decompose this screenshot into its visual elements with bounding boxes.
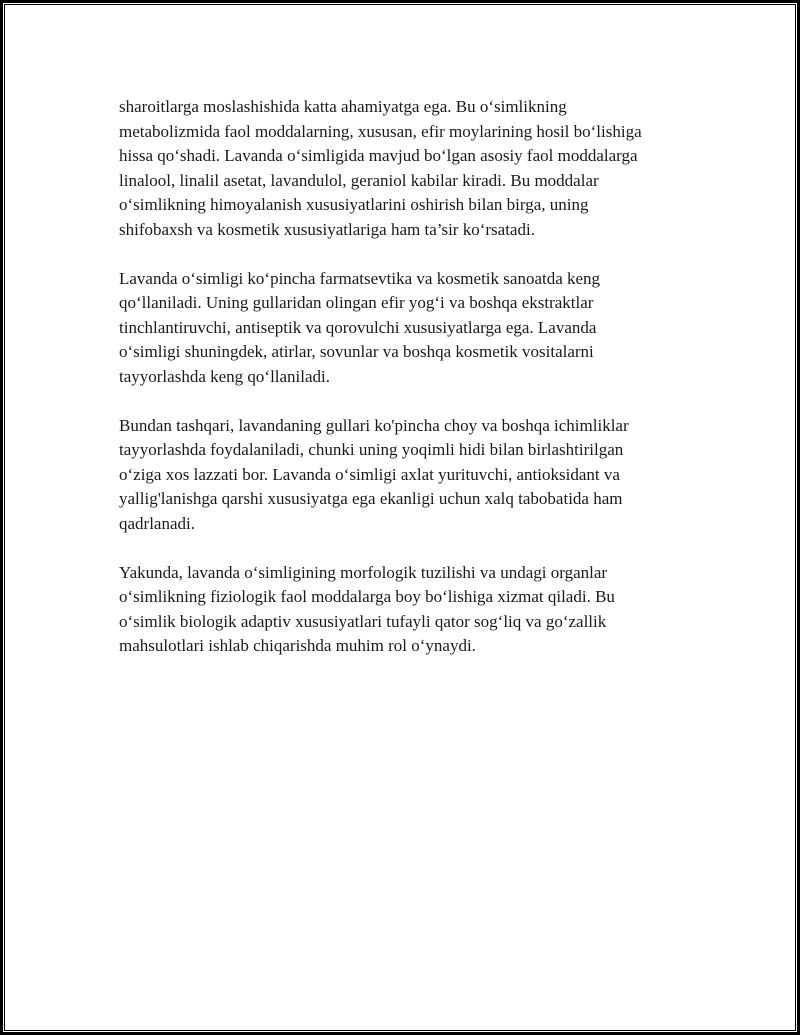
- text-line: linalool, linalil asetat, lavandulol, geraniol kabilar kiradi. Bu moddalar: [119, 170, 599, 190]
- paragraph-1: [119, 95, 689, 242]
- text-line: shifobaxsh va kosmetik xususiyatlariga ham ta’sir ko‘rsatadi.: [119, 219, 535, 239]
- text-line: qadrlanadi.: [119, 513, 195, 533]
- text-line: Bundan tashqari, lavandaning gullari ko'pincha choy va boshqa ichimliklar: [119, 415, 629, 435]
- text-line: o‘simlikning himoyalanish xususiyatlarini oshirish bilan birga, uning: [119, 195, 589, 214]
- text-line: Lavanda o‘simligi ko‘pincha farmatsevtika va kosmetik sanoatda keng: [119, 268, 601, 288]
- text-line: tayyorlashda keng qo‘llaniladi.: [119, 366, 331, 386]
- text-line: Yakunda, lavanda o‘simligining morfologik tuzilishi va undagi organlar: [119, 562, 608, 582]
- text-line: o‘simlik biologik adaptiv xususiyatlari tufayli qator sog‘liq va go‘zallik: [119, 611, 607, 631]
- text-line: tayyorlashda foydalaniladi, chunki uning yoqimli hidi bilan birlashtirilgan: [119, 440, 624, 459]
- text-line: qo‘llaniladi. Uning gullaridan olingan efir yog‘i va boshqa ekstraktlar: [119, 293, 594, 312]
- document-body: [119, 95, 689, 683]
- text-line: hissa qo‘shadi. Lavanda o‘simligida mavjud bo‘lgan asosiy faol moddalarga: [119, 146, 638, 165]
- text-line: mahsulotlari ishlab chiqarishda muhim rol o‘ynaydi.: [119, 636, 476, 655]
- text-line: sharoitlarga moslashishida katta ahamiyatga ega. Bu o‘simlikning: [119, 97, 567, 116]
- paragraph-4: [119, 561, 689, 659]
- text-line: o‘ziga xos lazzati bor. Lavanda o‘simligi axlat yurituvchi, antioksidant va: [119, 464, 620, 484]
- text-line: yallig'lanishga qarshi xususiyatga ega ekanligi uchun xalq tabobatida ham: [119, 489, 623, 508]
- text-line: o‘simligi shuningdek, atirlar, sovunlar va boshqa kosmetik vositalarni: [119, 342, 594, 361]
- text-line: metabolizmida faol moddalarning, xususan, efir moylarining hosil bo‘lishiga: [119, 121, 642, 141]
- paragraph-3: [119, 414, 689, 537]
- text-line: tinchlantiruvchi, antiseptik va qorovulchi xususiyatlarga ega. Lavanda: [119, 317, 597, 337]
- paragraph-2: [119, 267, 689, 390]
- text-line: o‘simlikning fiziologik faol moddalarga boy bo‘lishiga xizmat qiladi. Bu: [119, 587, 615, 606]
